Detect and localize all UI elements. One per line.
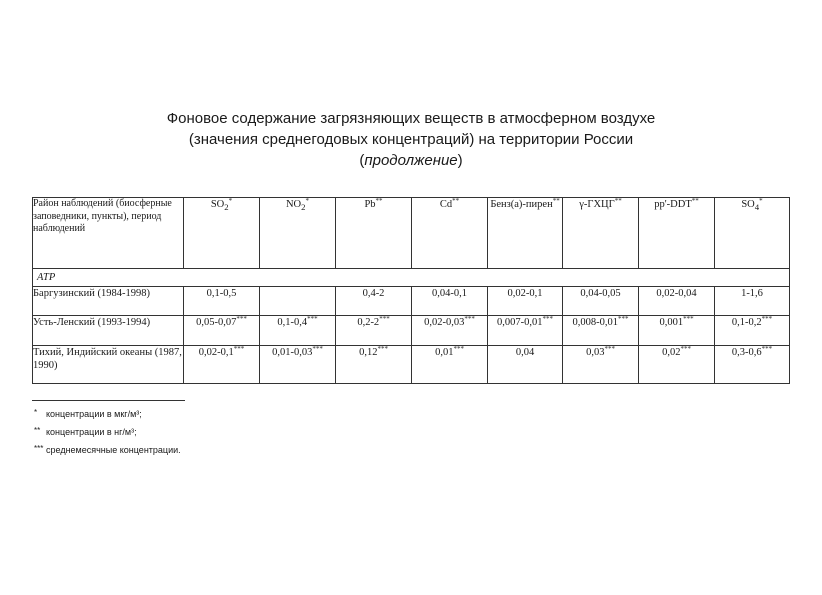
table-row: [33, 346, 790, 384]
column-mark: **: [691, 197, 699, 205]
cell-value: 0,02-0,03: [424, 317, 465, 328]
cell-value: 0,04: [515, 347, 535, 358]
column-mark: *: [228, 197, 233, 205]
column-label: Pb: [364, 199, 376, 210]
footnote-text: концентрации в мкг/м³;: [46, 409, 142, 419]
column-label: SO: [210, 199, 225, 210]
cell-value: 0,02-0,1: [198, 347, 234, 358]
cell-mark: ***: [604, 345, 615, 353]
table-cell: [488, 287, 563, 316]
column-mark: *: [759, 197, 763, 205]
cell-mark: ***: [761, 345, 773, 353]
column-mark: **: [614, 197, 622, 205]
section-row: [33, 269, 790, 287]
table-header-row: [33, 198, 790, 269]
footnote-text: концентрации в нг/м³;: [46, 427, 137, 437]
table-cell: [563, 346, 639, 384]
column-header-hch: [563, 198, 639, 269]
column-mark: **: [375, 197, 383, 205]
table-cell: [488, 346, 563, 384]
cell-mark: ***: [307, 315, 318, 323]
cell-value: 0,2-2: [357, 317, 380, 328]
table-cell: [336, 287, 412, 316]
row-region: Тихий, Индийский океаны (1987, 1990): [33, 346, 184, 384]
table-cell: [260, 316, 336, 346]
concentration-table: [32, 197, 790, 384]
table-cell: [563, 287, 639, 316]
title-line-2: (значения среднегодовых концентраций) на территории России: [188, 131, 634, 148]
cell-value: 0,02-0,04: [656, 288, 697, 299]
table-cell: [412, 346, 488, 384]
table-cell: [715, 316, 790, 346]
table-cell: [639, 316, 715, 346]
cell-value: 0,01: [435, 347, 454, 358]
footnote-divider: [32, 400, 185, 401]
cell-value: 0,1-0,5: [206, 288, 237, 299]
cell-mark: ***: [236, 315, 247, 323]
table-cell: [184, 287, 260, 316]
column-header-cd: [412, 198, 488, 269]
column-mark: **: [552, 197, 560, 205]
table-cell: [639, 346, 715, 384]
cell-value: 1-1,6: [741, 288, 763, 299]
table-row: [33, 316, 790, 346]
column-label: γ-ГХЦГ: [579, 199, 615, 210]
cell-mark: ***: [464, 315, 475, 323]
table-cell: [412, 287, 488, 316]
footnote-item: [34, 407, 181, 425]
column-label: Бенз(а)-пирен: [490, 199, 553, 210]
column-header-no2: [260, 198, 336, 269]
column-header-so4: [715, 198, 790, 269]
cell-value: 0,3-0,6: [731, 347, 762, 358]
table-cell: [488, 316, 563, 346]
column-label: SO: [741, 199, 755, 210]
table-row: [33, 287, 790, 316]
table-cell: [260, 346, 336, 384]
cell-mark: ***: [761, 315, 773, 323]
title-paren-open: (: [359, 152, 365, 169]
title-line-3: [100, 150, 722, 171]
column-header-benzapyrene: [488, 198, 563, 269]
cell-value: 0,1-0,2: [731, 317, 762, 328]
table-cell: [184, 316, 260, 346]
table-cell: [260, 287, 336, 316]
table-cell: [715, 287, 790, 316]
column-subscript: 2: [301, 202, 306, 213]
cell-value: 0,001: [659, 317, 684, 328]
title-paren-close: ): [457, 152, 463, 169]
row-region: Баргузинский (1984-1998): [33, 287, 184, 316]
column-mark: **: [452, 197, 460, 205]
footnote-mark: ***: [34, 444, 44, 453]
table-cell: [184, 346, 260, 384]
cell-value: 0,01-0,03: [272, 347, 313, 358]
column-subscript: 4: [754, 202, 760, 213]
cell-value: 0,05-0,07: [196, 317, 237, 328]
column-subscript: 2: [224, 202, 229, 213]
cell-value: 0,1-0,4: [277, 317, 308, 328]
cell-mark: ***: [542, 315, 553, 323]
footnote-item: [34, 443, 181, 461]
cell-mark: ***: [680, 345, 691, 353]
cell-mark: ***: [618, 315, 629, 323]
table-cell: [336, 346, 412, 384]
cell-mark: ***: [379, 315, 390, 323]
cell-value: 0,02-0,1: [507, 288, 543, 299]
title-line-1: Фоновое содержание загрязняющих веществ в атмосферном воздухе: [166, 110, 656, 127]
column-label: NO: [285, 199, 302, 210]
cell-value: 0,02: [662, 347, 681, 358]
table-cell: [563, 316, 639, 346]
cell-mark: ***: [312, 345, 323, 353]
section-label: АТР: [33, 269, 790, 287]
footnote-item: [34, 425, 181, 443]
column-label: pp'-DDT: [654, 199, 692, 210]
table-cell: [412, 316, 488, 346]
column-header-ddt: [639, 198, 715, 269]
table-cell: [336, 316, 412, 346]
cell-value: 0,04-0,05: [580, 288, 621, 299]
cell-mark: ***: [377, 345, 388, 353]
cell-value: 0,008-0,01: [572, 317, 618, 328]
cell-mark: ***: [683, 315, 694, 323]
cell-mark: ***: [453, 345, 464, 353]
footnote-mark: *: [34, 408, 38, 417]
row-region: Усть-Ленский (1993-1994): [33, 316, 184, 346]
cell-value: 0,04-0,1: [432, 288, 467, 299]
cell-value: 0,4-2: [362, 288, 385, 299]
footnotes: [34, 407, 181, 461]
region-column-header: Район наблюдений (биосферные заповедники, пункты), период наблюдений: [33, 198, 184, 269]
table-cell: [715, 346, 790, 384]
column-header-so2: [184, 198, 260, 269]
cell-value: 0,007-0,01: [497, 317, 543, 328]
document-title: [100, 108, 722, 171]
column-label: Cd: [439, 199, 453, 210]
title-continuation: продолжение: [364, 152, 458, 169]
cell-mark: ***: [233, 345, 245, 353]
footnote-text: среднемесячные концентрации.: [46, 445, 181, 455]
table-cell: [639, 287, 715, 316]
cell-value: 0,12: [359, 347, 378, 358]
column-mark: *: [305, 197, 310, 205]
column-header-pb: [336, 198, 412, 269]
cell-value: 0,03: [586, 347, 605, 358]
footnote-mark: **: [34, 426, 41, 435]
